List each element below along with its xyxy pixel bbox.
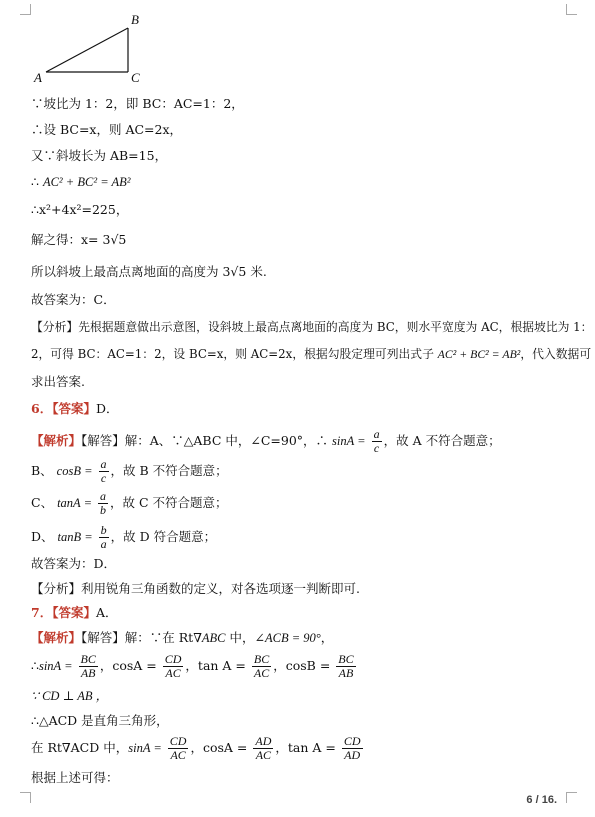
q7-answer-line xyxy=(31,605,118,621)
vertex-c-label: C xyxy=(131,70,140,85)
q5-line-slope-length: 又∵斜坡长为 AB=15， xyxy=(31,148,168,163)
q5-line-equation: ∴x²+4x²=225， xyxy=(31,202,129,217)
q5-analysis-line-3: 求出答案. xyxy=(31,374,85,389)
q6-c-fraction xyxy=(98,490,108,517)
rt-acd-text: 在 Rt∇ACD 中， xyxy=(31,740,129,755)
cos-a-label: ，cosA = xyxy=(99,658,157,673)
slope-triangle-figure xyxy=(30,10,160,90)
fraction-numerator: a xyxy=(100,489,106,503)
q7-angle: ∠ACB = 90° xyxy=(254,631,321,645)
fraction-denominator: c xyxy=(373,441,380,455)
q6-analysis-tag: 【解析】 xyxy=(31,433,82,448)
q7-solution-line-2 xyxy=(31,650,358,682)
q6-number: 6． xyxy=(31,401,53,416)
q6-b-prefix: B、 xyxy=(31,463,53,478)
q7-solution-line-1 xyxy=(31,630,333,646)
sin-a-label: sinA = xyxy=(38,659,73,673)
sin-a-fraction xyxy=(168,735,189,762)
q5-line-conclusion: 故答案为：C． xyxy=(31,292,116,307)
fraction-denominator: c xyxy=(100,471,107,485)
q6-analysis: 【分析】利用锐角三角函数的定义，对各选项逐一判断即可. xyxy=(31,581,360,596)
q5-line-solve: 解之得：x= 3√5 xyxy=(31,232,127,247)
fraction-numerator: b xyxy=(100,523,107,537)
q7-solution-line-6: 根据上述可得： xyxy=(31,770,119,785)
q6-answer-tag: 【答案】 xyxy=(52,401,96,416)
page-number: 6 / 16. xyxy=(526,794,557,806)
tan-a-label: ，tan A = xyxy=(275,740,336,755)
q6-d-fraction xyxy=(99,524,109,551)
q5-line-let: ∴设 BC=x，则 AC=2x， xyxy=(31,122,183,137)
fraction-denominator: AD xyxy=(344,748,361,762)
cos-a-label: ，cosA = xyxy=(190,740,248,755)
q6-answer-value: D． xyxy=(95,401,119,416)
q6-answer-line xyxy=(31,401,119,417)
q7-triangle-abc: ∇ABC xyxy=(193,631,226,645)
q7-analysis-tag: 【解析】 xyxy=(31,630,82,645)
q6-solution-a xyxy=(31,426,501,456)
vertex-a-label: A xyxy=(34,70,42,85)
vertex-b-label: B xyxy=(131,12,139,27)
sin-a-fraction xyxy=(79,653,98,680)
fraction-numerator: BC xyxy=(80,652,96,666)
therefore-symbol: ∴ xyxy=(31,174,39,189)
therefore-symbol: ∴ xyxy=(31,658,39,673)
fraction-numerator: a xyxy=(373,427,380,441)
q6-d-prefix: D、 xyxy=(31,529,54,544)
q6-c-prefix: C、 xyxy=(31,495,54,510)
q6-solution-b xyxy=(31,456,228,486)
sin-a-label: sinA = xyxy=(128,741,162,755)
fraction-denominator: AB xyxy=(80,666,96,680)
q5-line-ratio: ∵坡比为 1：2，即 BC：AC=1：2， xyxy=(31,96,244,111)
fraction-numerator: BC xyxy=(338,652,354,666)
q6-c-tail: ，故 C 不符合题意； xyxy=(110,495,228,510)
fraction-numerator: AD xyxy=(255,734,272,748)
fraction-numerator: a xyxy=(100,457,107,471)
q6-c-math: tanA = xyxy=(57,496,93,510)
q7-solution-line-3: ∵ CD ⊥ AB ， xyxy=(31,689,109,703)
q5-analysis-line-2 xyxy=(31,346,591,362)
q6-a-text: 【解答】解：A、∵△ABC 中，∠C=90°，∴ xyxy=(81,433,329,448)
fraction-denominator: AC xyxy=(165,666,181,680)
q6-d-math: tanB = xyxy=(57,530,93,544)
q6-solution-d xyxy=(31,522,216,552)
fraction-denominator: AB xyxy=(338,666,354,680)
corner-mark-top-right xyxy=(566,4,577,15)
analysis-text-tail: ，代入数据可 xyxy=(520,347,592,361)
analysis-text: 2，可得 BC：AC=1：2，设 BC=x，则 AC=2x，根据勾股定理可列出式子 xyxy=(31,347,434,361)
q6-a-fraction xyxy=(372,428,382,455)
fraction-denominator: AC xyxy=(253,666,270,680)
cos-a-fraction xyxy=(163,653,184,680)
q6-b-math: cosB = xyxy=(56,464,93,478)
cos-b-label: ，cosB = xyxy=(273,658,331,673)
q7-answer-value: A． xyxy=(95,605,118,620)
pythagoras-equation: AC² + BC² = AB² xyxy=(42,175,131,189)
q5-line-pythagoras xyxy=(31,174,131,190)
q5-analysis-line-1: 【分析】先根据题意做出示意图，设斜坡上最高点离地面的高度为 BC，则水平宽度为 AC，根据坡比为 1： xyxy=(31,320,593,334)
q7-line1-end: ， xyxy=(320,630,334,645)
tan-a-fraction xyxy=(342,735,363,762)
q6-a-tail: ，故 A 不符合题意； xyxy=(383,433,501,448)
fraction-numerator: CD xyxy=(164,652,182,666)
cos-b-fraction xyxy=(336,653,355,680)
q7-line1-text: 【解答】解：∵在 Rt xyxy=(81,630,194,645)
q7-solution-line-5 xyxy=(31,732,365,764)
q6-b-fraction xyxy=(99,458,109,485)
q6-a-math: sinA = xyxy=(332,434,366,448)
q5-line-height: 所以斜坡上最高点离地面的高度为 3√5 米. xyxy=(31,264,267,279)
q6-d-tail: ，故 D 符合题意； xyxy=(110,529,217,544)
corner-mark-bottom-right xyxy=(566,792,577,803)
q6-conclusion: 故答案为：D． xyxy=(31,556,117,571)
analysis-equation: AC² + BC² = AB² xyxy=(437,347,521,361)
fraction-denominator: a xyxy=(100,537,107,551)
fraction-denominator: b xyxy=(100,503,106,517)
fraction-numerator: CD xyxy=(343,734,361,748)
fraction-denominator: AC xyxy=(255,748,272,762)
fraction-numerator: BC xyxy=(253,652,270,666)
cos-a-fraction xyxy=(253,735,273,762)
corner-mark-bottom-left xyxy=(20,792,31,803)
fraction-numerator: CD xyxy=(169,734,187,748)
q7-number: 7． xyxy=(31,605,53,620)
tan-a-fraction xyxy=(252,653,271,680)
tan-a-label: ，tan A = xyxy=(185,658,246,673)
q6-solution-c xyxy=(31,488,228,518)
q7-line1-mid: 中， xyxy=(225,630,255,645)
q7-answer-tag: 【答案】 xyxy=(52,605,96,620)
q7-solution-line-4: ∴△ACD 是直角三角形， xyxy=(31,713,169,728)
q6-b-tail: ，故 B 不符合题意； xyxy=(110,463,228,478)
fraction-denominator: AC xyxy=(170,748,186,762)
